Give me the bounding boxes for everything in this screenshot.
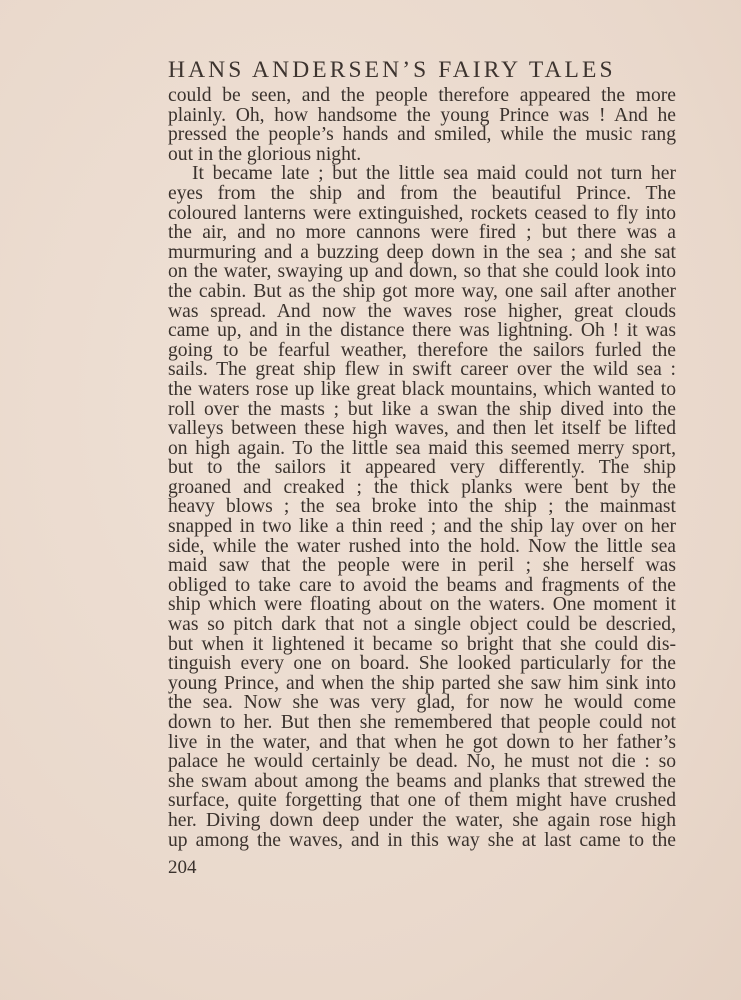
text-line: valleys between these high waves, and then let itself be lifted: [168, 418, 676, 440]
text-line: plainly. Oh, how handsome the young Prince was ! And he: [168, 104, 676, 126]
text-line: she swam about among the beams and planks that strewed the: [168, 770, 676, 792]
text-line: heavy blows ; the sea broke into the ship ; the mainmast: [168, 496, 676, 518]
text-line: palace he would certainly be dead. No, he must not die : so: [168, 751, 676, 773]
text-line: sails. The great ship flew in swift career over the wild sea :: [168, 359, 676, 381]
text-line: but to the sailors it appeared very differently. The ship: [168, 457, 676, 479]
text-line: the sea. Now she was very glad, for now he would come: [168, 692, 676, 714]
text-line: eyes from the ship and from the beautiful Prince. The: [168, 182, 676, 204]
text-line: could be seen, and the people therefore appeared the more: [168, 85, 676, 106]
text-line: the cabin. But as the ship got more way, one sail after another: [168, 280, 676, 302]
text-line: roll over the masts ; but like a swan the ship dived into the: [168, 398, 676, 420]
text-line: the air, and no more cannons were fired ; but there was a: [168, 222, 676, 244]
text-line: obliged to take care to avoid the beams and fragments of the: [168, 574, 676, 596]
text-line: coloured lanterns were extinguished, rockets ceased to fly into: [168, 202, 676, 224]
page-number: 204: [168, 857, 197, 878]
text-line: her. Diving down deep under the water, she again rose high: [168, 809, 676, 831]
text-line: but when it lightened it became so bright that she could dis-: [168, 633, 676, 655]
text-line: surface, quite forgetting that one of them might have crushed: [168, 790, 676, 812]
text-line: going to be fearful weather, therefore the sailors furled the: [168, 339, 676, 361]
text-line: young Prince, and when the ship parted she saw him sink into: [168, 672, 676, 694]
text-line: tinguish every one on board. She looked particularly for the: [168, 653, 676, 675]
text-line: ship which were floating about on the waters. One moment it: [168, 594, 676, 616]
text-line: came up, and in the distance there was lightning. Oh ! it was: [168, 320, 676, 342]
text-line: murmuring and a buzzing deep down in the sea ; and she sat: [168, 241, 676, 263]
text-line: down to her. But then she remembered that people could not: [168, 712, 676, 733]
text-line: up among the waves, and in this way she at last came to the: [168, 829, 676, 851]
text-line: groaned and creaked ; the thick planks were bent by the: [168, 476, 676, 498]
text-line: was so pitch dark that not a single object could be descried,: [168, 614, 676, 636]
text-line: out in the glorious night.: [168, 143, 362, 165]
running-head: HANS ANDERSEN’S FAIRY TALES: [168, 57, 616, 83]
text-line: was spread. And now the waves rose higher, great clouds: [168, 300, 676, 322]
text-line: snapped in two like a thin reed ; and the ship lay over on her: [168, 516, 676, 538]
text-line: on the water, swaying up and down, so that she could look into: [168, 261, 676, 283]
text-line: pressed the people’s hands and smiled, while the music rang: [168, 124, 676, 146]
text-line: It became late ; but the little sea maid could not turn her: [192, 163, 676, 185]
text-line: side, while the water rushed into the hold. Now the little sea: [168, 535, 676, 557]
text-line: live in the water, and that when he got down to her father’s: [168, 731, 676, 753]
body-text: [168, 86, 676, 850]
text-line: on high again. To the little sea maid this seemed merry sport,: [168, 437, 676, 459]
text-line: maid saw that the people were in peril ; she herself was: [168, 555, 676, 577]
text-line: the waters rose up like great black mountains, which wanted to: [168, 378, 676, 400]
